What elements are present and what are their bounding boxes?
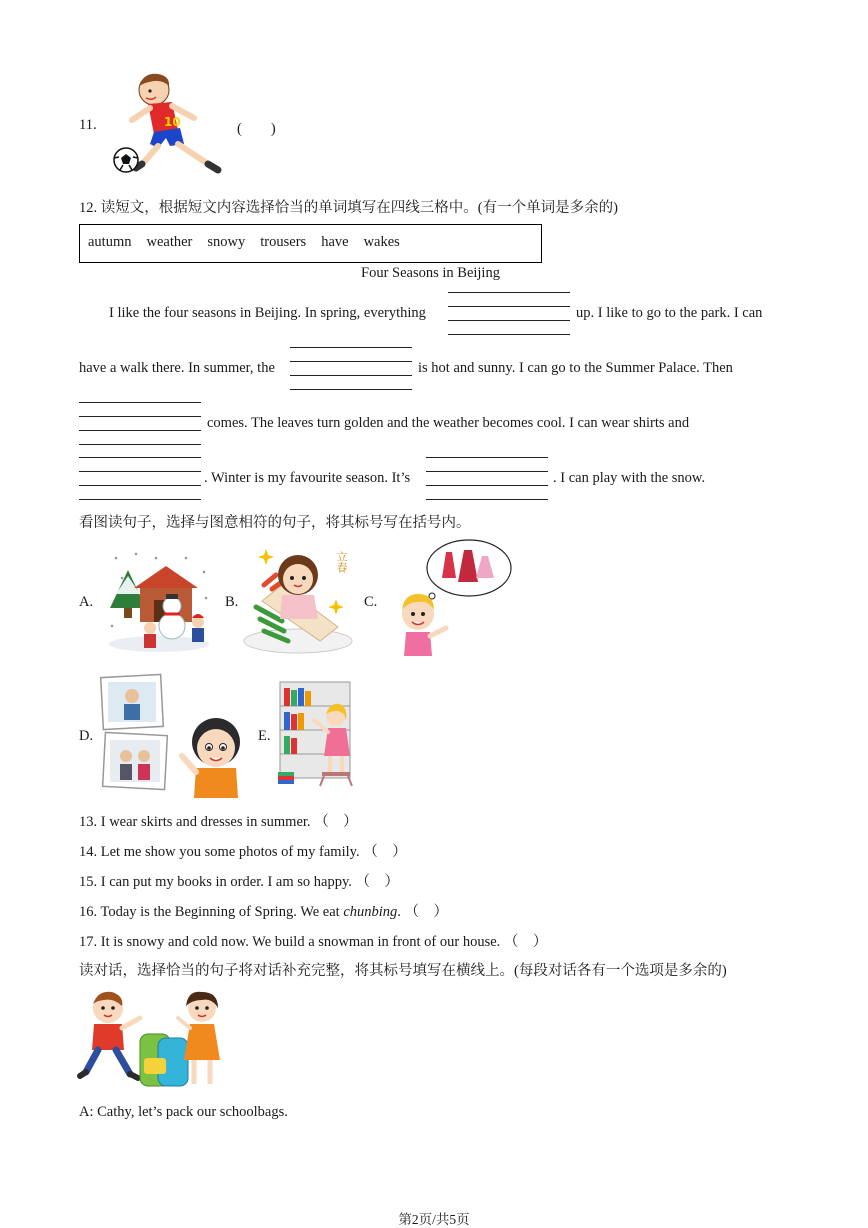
- sentence-number: 14.: [79, 844, 98, 860]
- answer-paren: （ ）: [355, 874, 400, 890]
- sentence-15: [79, 870, 399, 891]
- spring-badge: 立春: [335, 551, 348, 573]
- snowman-scene-icon: [106, 548, 212, 653]
- blank-four-line-3[interactable]: [79, 402, 201, 444]
- bookshelf-girl-icon: [274, 680, 362, 790]
- family-photos-boy-icon: [98, 672, 250, 800]
- passage-line-1b: up. I like to go to the park. I can: [576, 305, 763, 321]
- blank-four-line-5[interactable]: [426, 457, 548, 499]
- word-bank-item: trousers: [260, 234, 307, 250]
- answer-paren: （ ）: [314, 814, 358, 830]
- word-bank-item: weather: [146, 234, 193, 250]
- dialogue-line-a: A: Cathy, let’s pack our schoolbags.: [79, 1104, 288, 1120]
- answer-paren: （ ）: [404, 904, 449, 920]
- sentence-number: 13.: [79, 814, 98, 830]
- dialogue-instruction: 读对话，选择恰当的句子将对话补充完整，将其标号填写在横线上。(每段对话各有一个选项是多余的): [79, 963, 727, 979]
- sentence-number: 15.: [79, 874, 98, 890]
- kids-schoolbags-icon: [78, 988, 228, 1092]
- passage-line-1a: I like the four seasons in Beijing. In spring, everything: [109, 305, 426, 321]
- soccer-boy-icon: [108, 68, 228, 180]
- passage-line-4c: . I can play with the snow.: [553, 470, 706, 486]
- passage-line-2b: is hot and sunny. I can go to the Summer Palace. Then: [418, 360, 733, 376]
- q11-number: 11.: [79, 117, 97, 133]
- q11-answer-paren: ( ): [237, 121, 276, 137]
- sentence-text: Let me show you some photos of my family.: [100, 844, 360, 860]
- passage-line-4b: . Winter is my favourite season. It’s: [204, 470, 411, 486]
- word-bank-item: snowy: [207, 234, 246, 250]
- sentence-number: 16.: [79, 904, 98, 920]
- option-b-letter: B.: [225, 594, 239, 610]
- passage-line-3b: comes. The leaves turn golden and the weather becomes cool. I can wear shirts and: [207, 415, 690, 431]
- word-bank-item: autumn: [88, 234, 132, 250]
- option-a-letter: A.: [79, 594, 94, 610]
- word-bank-item: wakes: [363, 234, 400, 250]
- svg-text:10: 10: [164, 115, 181, 129]
- blank-four-line-4[interactable]: [79, 457, 201, 499]
- passage-line-2a: have a walk there. In summer, the: [79, 360, 275, 376]
- blank-four-line-2[interactable]: [290, 347, 412, 389]
- blank-four-line-1[interactable]: [448, 292, 570, 334]
- sentence-text: It is snowy and cold now. We build a snowman in front of our house.: [100, 934, 501, 950]
- option-d-letter: D.: [79, 728, 94, 744]
- sentence-number: 17.: [79, 934, 98, 950]
- sentence-text: I wear skirts and dresses in summer.: [100, 814, 311, 830]
- dress-dream-girl-icon: [382, 538, 514, 664]
- sentence-text-b: .: [397, 904, 401, 920]
- page-footer: 第2页/共5页: [398, 1212, 470, 1227]
- option-e-letter: E.: [258, 728, 271, 744]
- sentence-text-italic: chunbing: [343, 904, 398, 920]
- answer-paren: （ ）: [363, 844, 407, 860]
- sentence-13: [79, 810, 358, 831]
- word-bank-item: have: [321, 234, 349, 250]
- picture-section-instruction: 看图读句子，选择与图意相符的句子，将其标号写在括号内。: [79, 515, 471, 531]
- word-bank-list: [88, 234, 415, 251]
- word-bank-box: [79, 224, 542, 263]
- sentence-text: I can put my books in order. I am so happy.: [100, 874, 352, 890]
- option-c-letter: C.: [364, 594, 378, 610]
- sentence-text-a: Today is the Beginning of Spring. We eat: [100, 904, 344, 920]
- q12-instruction: 12. 读短文，根据短文内容选择恰当的单词填写在四线三格中。(有一个单词是多余的): [79, 200, 618, 216]
- sentence-14: [79, 840, 407, 861]
- passage-title: Four Seasons in Beijing: [361, 265, 500, 281]
- answer-paren: （ ）: [503, 934, 548, 950]
- sentence-17: [79, 930, 547, 951]
- sentence-16: [79, 900, 448, 921]
